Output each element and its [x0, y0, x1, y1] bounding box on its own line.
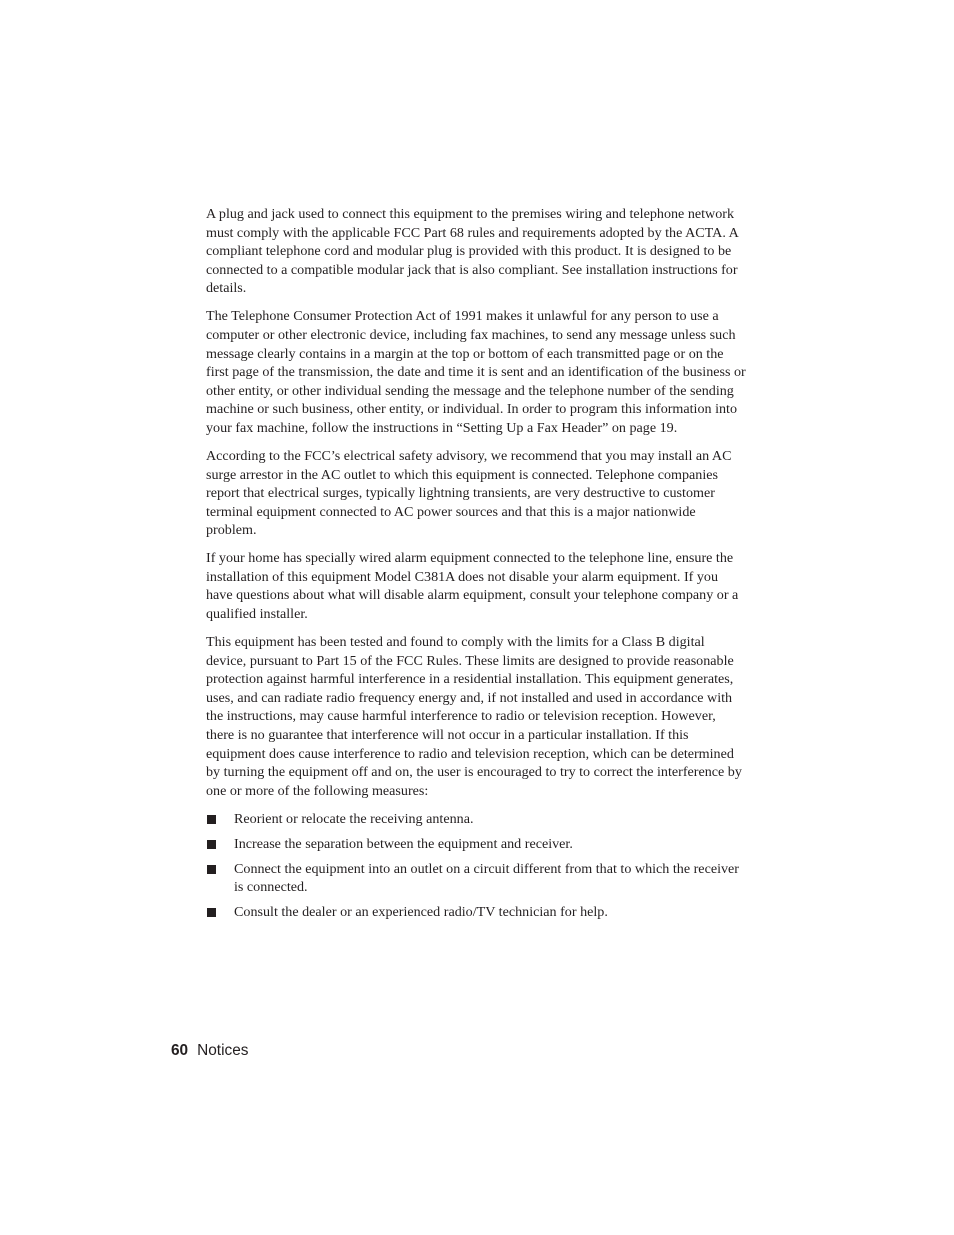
paragraph-plug-jack: A plug and jack used to connect this equipment to the premises wiring and telephone network must comply with the applicable FCC Part 68 rules and requirements adopted by the ACTA. A compliant telephone cord and modular plug is provided with this product. It is designed to be connected to a compatible modular jack that is also compliant. See installation instructions for details. [206, 206, 739, 297]
square-bullet-icon [207, 840, 216, 849]
list-item [206, 835, 746, 854]
list-item-text: Increase the separation between the equipment and receiver. [234, 835, 573, 852]
list-item [206, 860, 746, 897]
list-item-text: Reorient or relocate the receiving antenna. [234, 810, 474, 827]
paragraph-class-b: This equipment has been tested and found to comply with the limits for a Class B digital device, pursuant to Part 15 of the FCC Rules. These limits are designed to provide reasonable protection against harmful interference in a residential installation. This equipment generates, uses, and can radiate radio frequency energy and, if not installed and used in accordance with the instructions, may cause harmful interference to radio or television reception. However, there is no guarantee that interference will not occur in a particular installation. If this equipment does cause interference to radio and television reception, which can be determined by turning the equipment off and on, the user is encouraged to try to correct the interference by one or more of the following measures: [206, 634, 742, 799]
paragraph-alarm-equipment: If your home has specially wired alarm equipment connected to the telephone line, ensure the installation of this equipment Model C381A does not disable your alarm equipment. If you have questions about what will disable alarm equipment, consult your telephone company or a qualified installer. [206, 550, 739, 623]
list-item-text: Consult the dealer or an experienced radio/TV technician for help. [234, 904, 608, 921]
square-bullet-icon [207, 908, 216, 917]
paragraph-consumer-protection: The Telephone Consumer Protection Act of 1991 makes it unlawful for any person to use a computer or other electronic device, including fax machines, to send any message unless such message clearly contains in a margin at the top or bottom of each transmitted page or on the first page of the transmission, the date and time it is sent and an identification of the business or other entity, or other individual sending the message and the telephone number of the sending machine or such business, other entity, or individual. In order to program this information into your fax machine, follow the instructions in “Setting Up a Fax Header” on page 19. [206, 308, 746, 436]
square-bullet-icon [207, 815, 216, 824]
page-number: 60 [171, 1042, 189, 1059]
paragraph-surge-advisory: According to the FCC’s electrical safety advisory, we recommend that you may install an AC surge arrestor in the AC outlet to which this equipment is connected. Telephone companies report that electrical surges, typically lightning transients, are very destructive to customer terminal equipment connected to AC power sources and that this is a major nationwide problem. [206, 447, 732, 539]
list-item [206, 810, 746, 829]
square-bullet-icon [207, 865, 216, 874]
page-body [206, 205, 746, 928]
measures-list [206, 810, 746, 922]
list-item [206, 903, 746, 922]
page-footer [171, 1041, 248, 1061]
section-title: Notices [197, 1042, 249, 1059]
list-item-text: Connect the equipment into an outlet on a circuit different from that to which the receiver is connected. [234, 860, 739, 896]
